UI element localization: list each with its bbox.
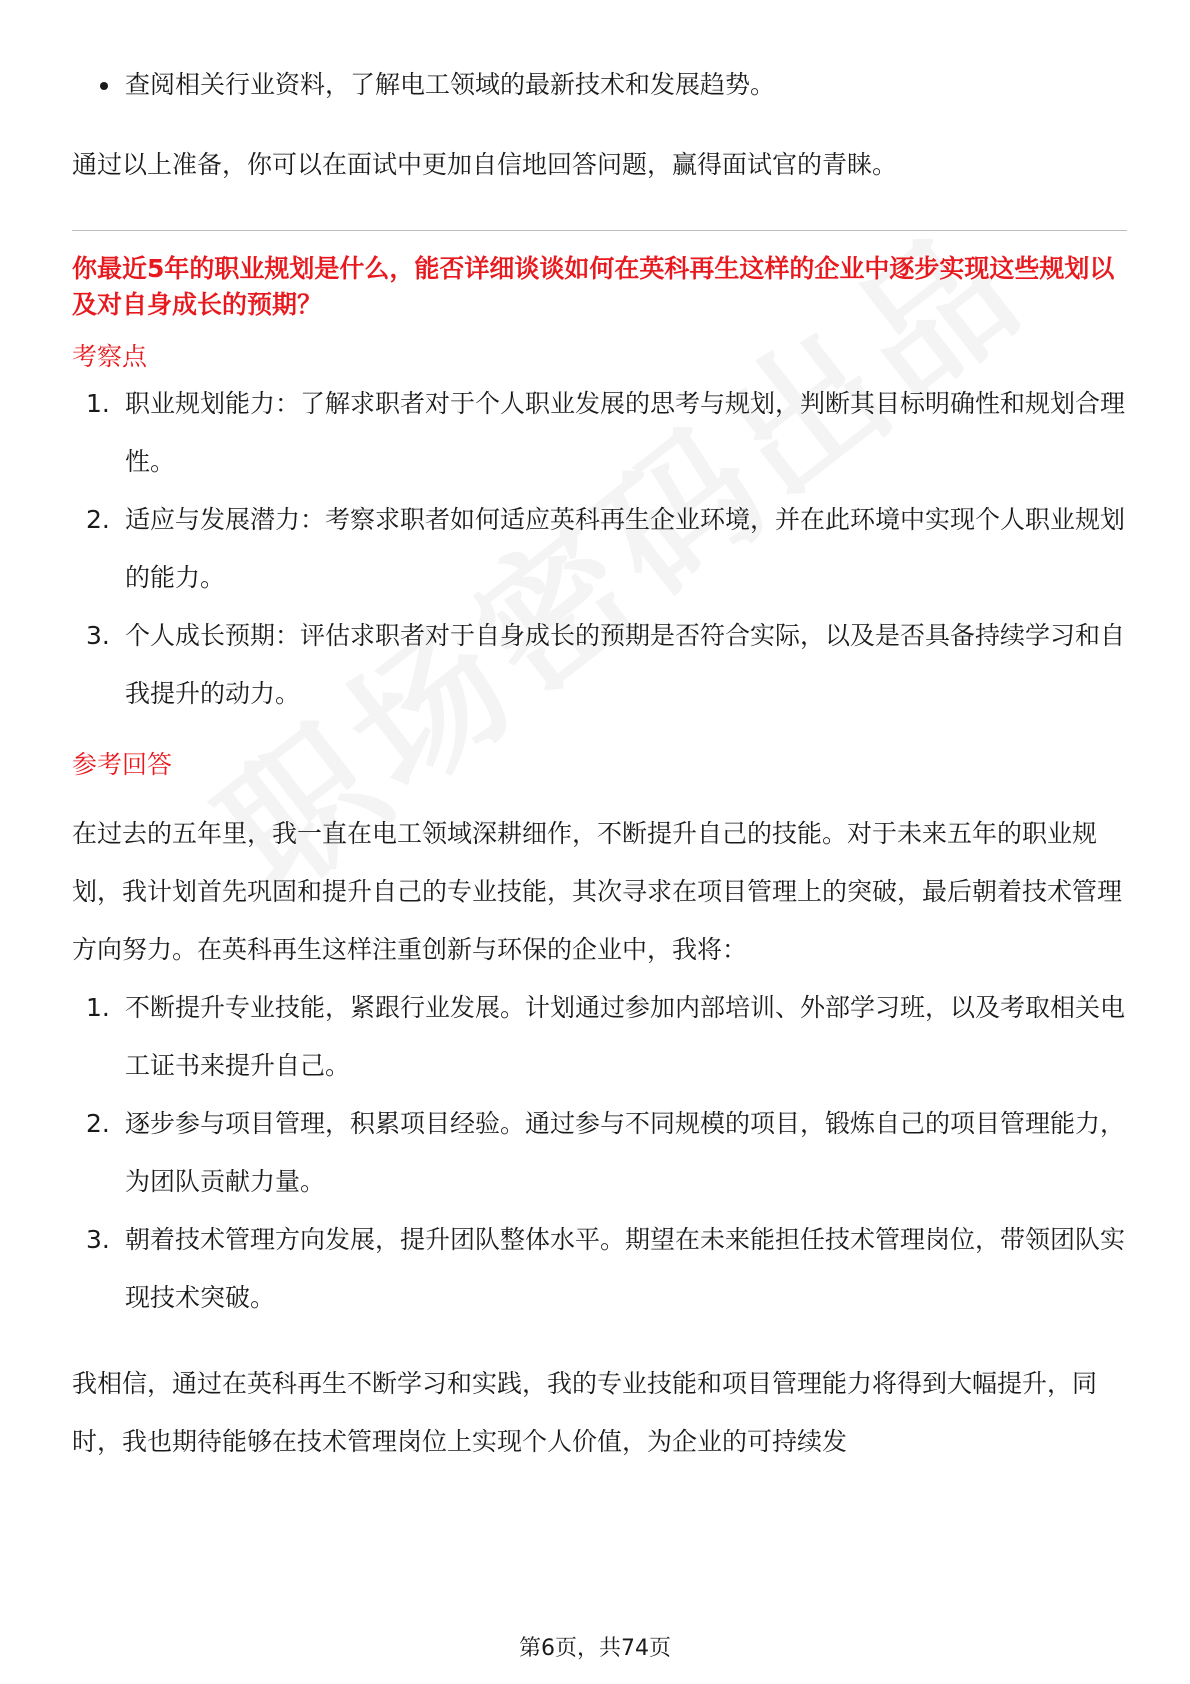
list-item-number: 1. — [86, 993, 110, 1022]
list-item — [72, 375, 1127, 491]
assessment-title: 考察点 — [72, 342, 148, 371]
list-item-text: 适应与发展潜力：考察求职者如何适应英科再生企业环境，并在此环境中实现个人职业规划的能力。 — [125, 505, 1126, 592]
reference-answer-title: 参考回答 — [72, 750, 173, 779]
list-item-number: 1. — [86, 389, 110, 418]
reference-list — [72, 979, 1127, 1327]
list-item-number: 3. — [86, 621, 110, 650]
reference-intro-paragraph: 在过去的五年里，我一直在电工领域深耕细作，不断提升自己的技能。对于未来五年的职业规划，我计划首先巩固和提升自己的专业技能，其次寻求在项目管理上的突破，最后朝着技术管理方向努力。在英科再生这样注重创新与环保的企业中，我将： — [72, 819, 1123, 964]
list-item-text: 不断提升专业技能，紧跟行业发展。计划通过参加内部培训、外部学习班，以及考取相关电工证书来提升自己。 — [125, 993, 1126, 1080]
intro-bullet-item — [72, 56, 1127, 114]
list-item — [72, 979, 1127, 1095]
summary-paragraph: 通过以上准备，你可以在面试中更加自信地回答问题，赢得面试官的青睐。 — [72, 150, 898, 179]
list-item-text: 逐步参与项目管理，积累项目经验。通过参与不同规模的项目，锻炼自己的项目管理能力，为团队贡献力量。 — [125, 1109, 1126, 1196]
bullet-dot-icon — [100, 82, 108, 90]
conclusion-paragraph: 我相信，通过在英科再生不断学习和实践，我的专业技能和项目管理能力将得到大幅提升，同时，我也期待能够在技术管理岗位上实现个人价值，为企业的可持续发 — [72, 1369, 1098, 1456]
page-number-footer: 第6页，共74页 — [519, 1636, 671, 1661]
list-item-text: 朝着技术管理方向发展，提升团队整体水平。期望在未来能担任技术管理岗位，带领团队实现技术突破。 — [125, 1225, 1126, 1312]
list-item-text: 个人成长预期：评估求职者对于自身成长的预期是否符合实际，以及是否具备持续学习和自我提升的动力。 — [125, 621, 1126, 708]
document-body — [72, 56, 1127, 1471]
list-item-number: 3. — [86, 1225, 110, 1254]
question-heading: 你最近5年的职业规划是什么，能否详细谈谈如何在英科再生这样的企业中逐步实现这些规划以及对自身成长的预期？ — [72, 254, 1115, 319]
list-item-number: 2. — [86, 1109, 110, 1138]
list-item-number: 2. — [86, 505, 110, 534]
assessment-list — [72, 375, 1127, 723]
section-divider — [72, 230, 1127, 231]
list-item — [72, 1211, 1127, 1327]
intro-bullet-text: 查阅相关行业资料，了解电工领域的最新技术和发展趋势。 — [125, 70, 776, 99]
list-item — [72, 607, 1127, 723]
list-item — [72, 491, 1127, 607]
list-item — [72, 1095, 1127, 1211]
list-item-text: 职业规划能力：了解求职者对于个人职业发展的思考与规划，判断其目标明确性和规划合理性。 — [125, 389, 1126, 476]
